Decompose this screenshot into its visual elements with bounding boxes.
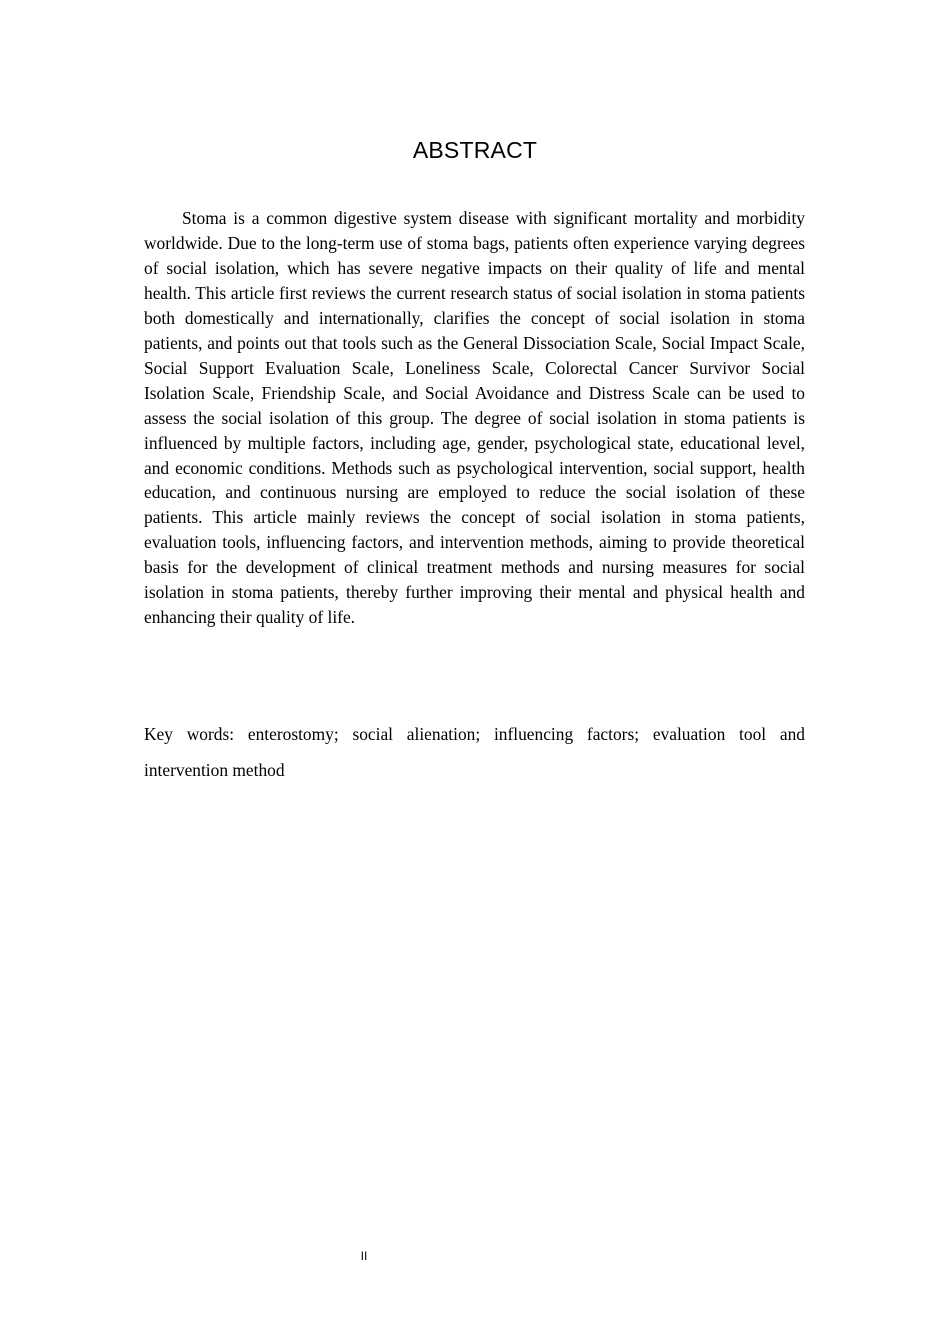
abstract-paragraph: Stoma is a common digestive system disease with significant mortality and morbidity worldwide. Due to the long-term use of stoma bags, patients often experience varying degrees of social isolation, which has severe negative impacts on their quality of life and mental health. This article first reviews the current research status of social isolation in stoma patients both domestically and internationally, clarifies the concept of social isolation in stoma patients, and points out that tools such as the General Dissociation Scale, Social Impact Scale, Social Support Evaluation Scale, Loneliness Scale, Colorectal Cancer Survivor Social Isolation Scale, Friendship Scale, and Social Avoidance and Distress Scale can be used to assess the social isolation of this group. The degree of social isolation in stoma patients is influenced by multiple factors, including age, gender, psychological state, educational level, and economic conditions. Methods such as psychological intervention, social support, health education, and continuous nursing are employed to reduce the social isolation of these patients. This article mainly reviews the concept of social isolation in stoma patients, evaluation tools, influencing factors, and intervention methods, aiming to provide theoretical basis for the development of clinical treatment methods and nursing measures for social isolation in stoma patients, thereby further improving their mental and physical health and enhancing their quality of life. xyxy=(144,208,805,628)
keywords-label: Key words: xyxy=(144,724,235,744)
page-number: II xyxy=(360,1249,368,1263)
page-title: ABSTRACT xyxy=(412,137,538,163)
keywords-text: enterostomy; social alienation; influencing factors; evaluation tool and intervention method xyxy=(144,724,805,780)
keywords-paragraph xyxy=(144,716,805,788)
